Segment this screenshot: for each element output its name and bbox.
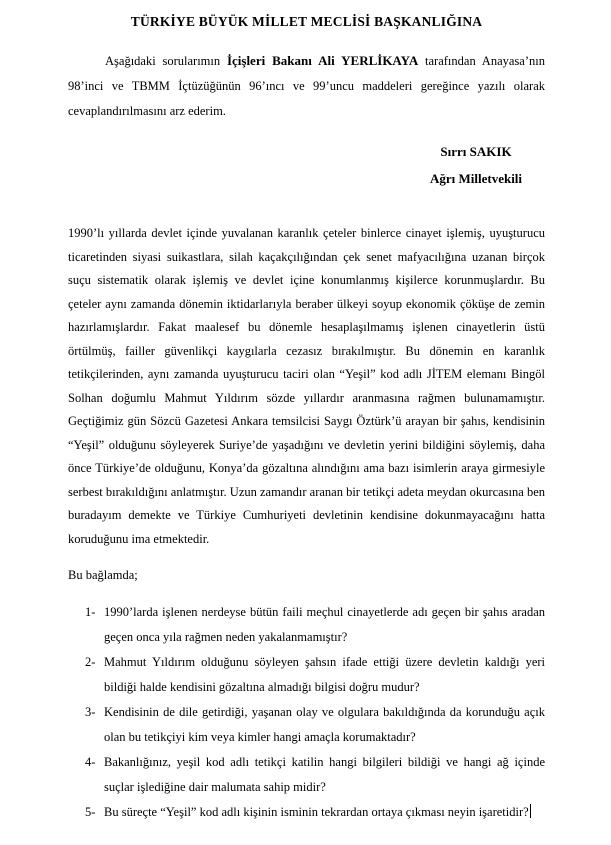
questions-list (68, 600, 545, 825)
question-text: 1990’larda işlenen nerdeyse bütün faili meçhul cinayetlerde adı geçen bir şahıs aradan geçen onca yıla rağmen neden yakalanmamıştır? (104, 605, 545, 644)
context-line: Bu bağlamda; (68, 568, 138, 582)
text-cursor (530, 804, 531, 818)
question-item-4 (68, 750, 545, 800)
question-number: 5- (85, 805, 96, 819)
question-text: Bu süreçte “Yeşil” kod adlı kişinin isminin tekrardan ortaya çıkması neyin işaretidir? (104, 805, 529, 819)
question-text: Mahmut Yıldırım olduğunu söyleyen şahsın ifade ettiği üzere devletin kaldığı yeri bildiği halde kendisini gözaltına almadığı bilgisi doğru mudur? (104, 655, 545, 694)
signature-block (401, 138, 551, 192)
question-number: 4- (85, 755, 96, 769)
question-item-5 (68, 800, 545, 825)
question-number: 3- (85, 705, 96, 719)
question-text: Kendisinin de dile getirdiği, yaşanan olay ve olgulara bakıldığında da korunduğu açık olan bu tetikçiyi kim veya kimler hangi amaçla korumaktadır? (104, 705, 545, 744)
question-item-1 (68, 600, 545, 650)
question-item-2 (68, 650, 545, 700)
question-number: 1- (85, 605, 96, 619)
intro-paragraph (68, 48, 545, 124)
document-title: TÜRKİYE BÜYÜK MİLLET MECLİSİ BAŞKANLIĞINA (130, 14, 483, 29)
minister-name-bold: İçişleri Bakanı Ali YERLİKAYA (226, 53, 419, 68)
question-item-3 (68, 700, 545, 750)
intro-lead-text: Aşağıdaki sorularımın (105, 54, 227, 68)
question-text: Bakanlığınız, yeşil kod adlı tetikçi katilin hangi bilgileri bildiği ve hangi ağ içinde suçlar işlediğine dair malumata sahip midir? (104, 755, 545, 794)
question-number: 2- (85, 655, 96, 669)
intro-rest-text: tarafından Anayasa’nın 98’inci ve TBMM İçtüzüğünün 96’ıncı ve 99’uncu maddeleri gereğince yazılı olarak cevaplandırılmasını arz ederim. (68, 54, 545, 118)
signatory-name: Sırrı SAKIK (440, 144, 512, 159)
body-paragraph: 1990’lı yıllarda devlet içinde yuvalanan karanlık çeteler binlerce cinayet işlemiş, uyuşturucu ticaretinden siyasi suikastlara, silah kaçakçılığından çek senet mafyacılığına uzanan birçok suçu sistematik olarak işlemiş ve devlet içine konumlanmış kişilerce korunmuşlardır. Bu çeteler aynı zamanda dönemin iktidarlarıyla beraber ülkeyi soyup ekonomik çöküşe de zemin hazırlamışlardır. Fakat maalesef bu dönemle hesaplaşılmamış işlenen cinayetlerin üstü örtülmüş, failler güvenlikçi kaygılarla cezasız bırakılmıştır. Bu dönemin en karanlık tetikçilerinden, aynı zamanda uyuşturucu taciri olan “Yeşil” kod adlı JİTEM elemanı Bingöl Solhan doğumlu Mahmut Yıldırım sözde yıllardır aranmasına rağmen bulunamamıştır. Geçtiğimiz gün Sözcü Gazetesi Ankara temsilcisi Saygı Öztürk’ü arayan bir şahıs, kendisinin “Yeşil” olduğunu söyleyerek Suriye’de yaşadığını ve devletin yerini bildiğini söylemiş, daha önce Türkiye’de olduğunu, Konya’da gözaltına alındığını ama bazı isimlerin araya girmesiyle serbest bırakıldığını anlatmıştır. Uzun zamandır aranan bir tetikçi adeta meydan okurcasına ben buradayım demekte ve Türkiye Cumhuriyeti devletinin kendisine dokunmayacağını hatta koruduğunu ima etmektedir. (68, 226, 545, 546)
signatory-role: Ağrı Milletvekili (429, 171, 523, 186)
